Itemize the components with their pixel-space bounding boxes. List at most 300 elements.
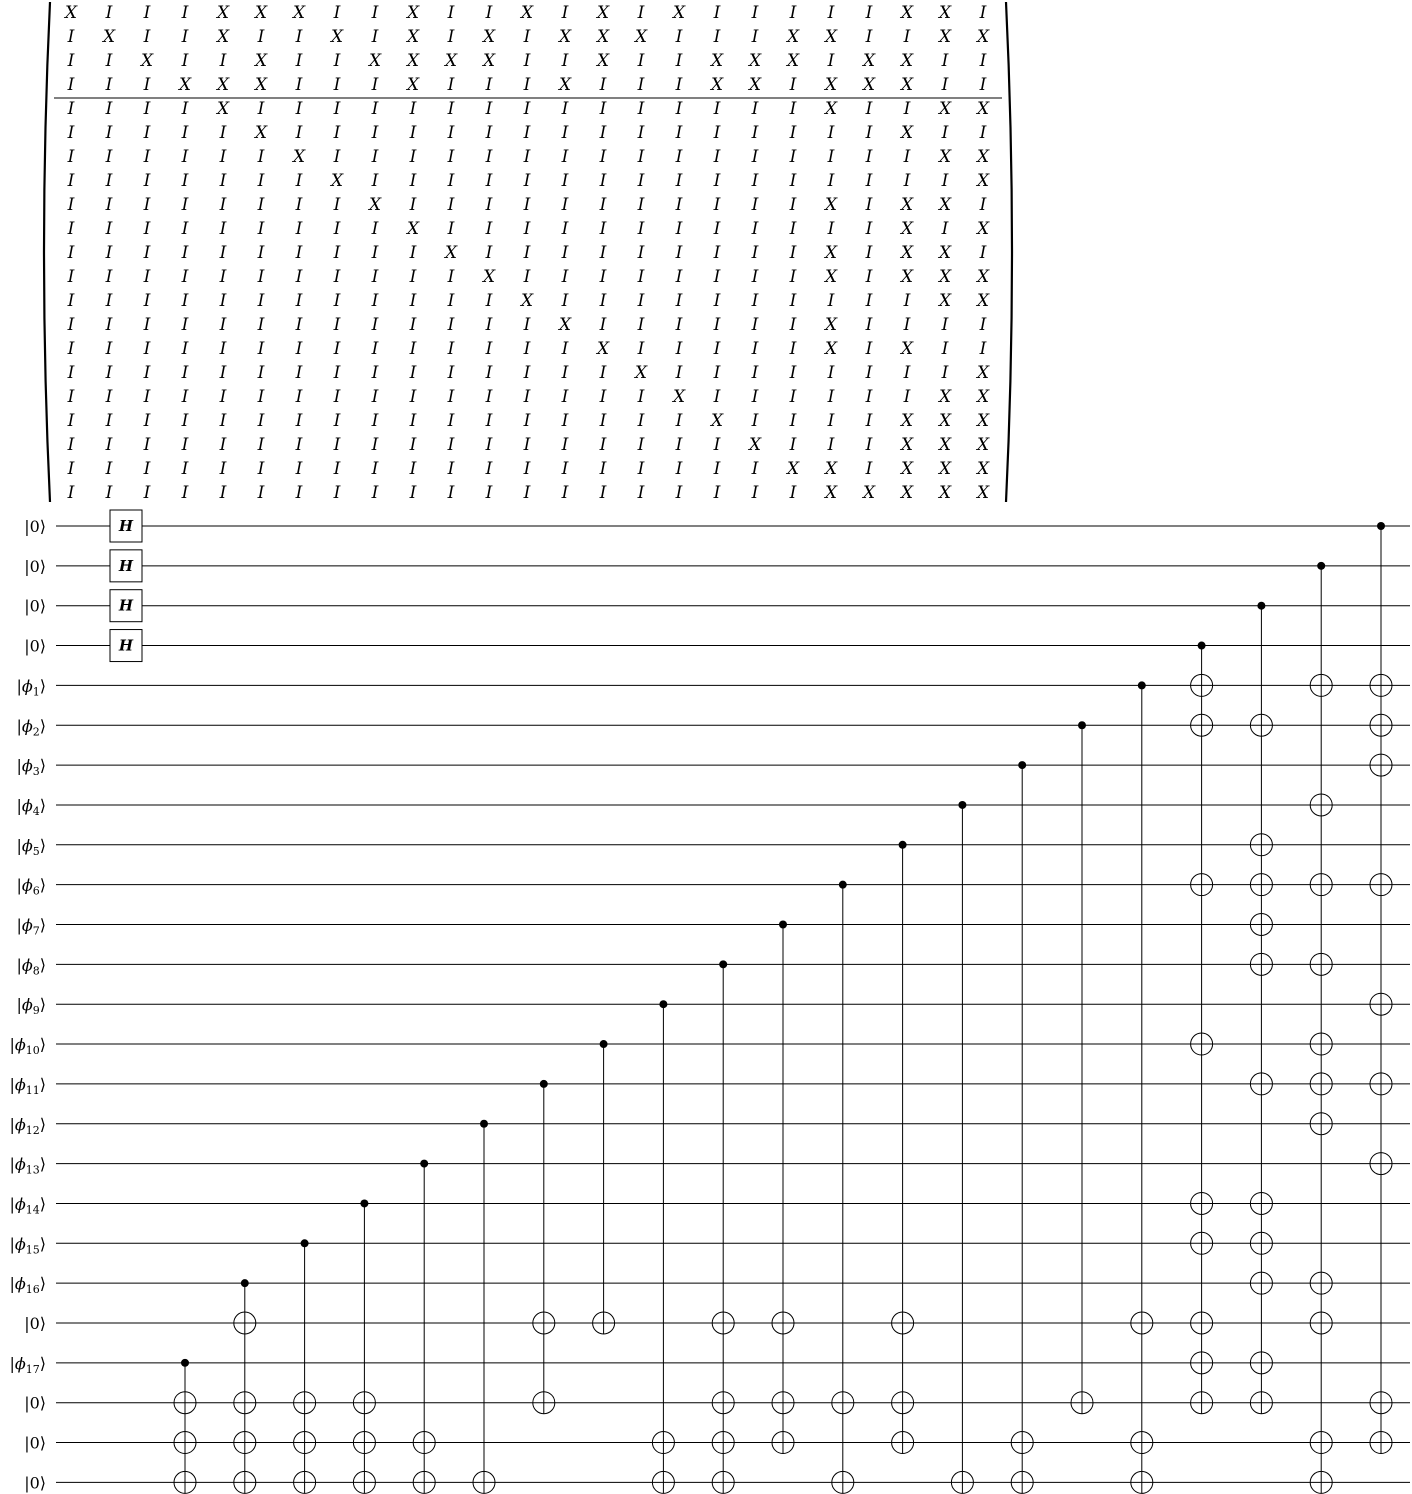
matrix-right-bracket: [1006, 2, 1012, 502]
matrix-cell: I: [941, 315, 949, 335]
target-oplus: [1370, 1073, 1392, 1095]
wire-label: $|\phi_8⟩$: [16, 955, 46, 978]
matrix-cell: I: [713, 435, 721, 455]
matrix-cell: I: [675, 219, 683, 239]
matrix-cell: X: [406, 3, 420, 23]
target-oplus: [1370, 1432, 1392, 1454]
matrix-cell: X: [976, 171, 990, 191]
matrix-cell: I: [903, 315, 911, 335]
matrix-cell: I: [637, 291, 645, 311]
matrix-cell: I: [143, 27, 151, 47]
matrix-cell: I: [523, 459, 531, 479]
matrix-cell: I: [143, 387, 151, 407]
cnot-gate: [1370, 522, 1392, 1454]
matrix-cell: X: [482, 51, 496, 71]
matrix-cell: I: [143, 483, 151, 503]
matrix-cell: I: [447, 3, 455, 23]
matrix-cell: I: [295, 267, 303, 287]
matrix-cell: I: [599, 123, 607, 143]
matrix-cell: I: [827, 363, 835, 383]
matrix-cell: I: [333, 339, 341, 359]
matrix-cell: I: [941, 339, 949, 359]
matrix-cell: X: [748, 435, 762, 455]
matrix-cell: I: [485, 459, 493, 479]
matrix-cell: I: [105, 171, 113, 191]
matrix-cell: I: [333, 291, 341, 311]
matrix-cell: X: [976, 435, 990, 455]
matrix-cell: X: [406, 51, 420, 71]
matrix-cell: I: [523, 363, 531, 383]
matrix-cell: I: [637, 219, 645, 239]
matrix-cell: I: [143, 171, 151, 191]
target-oplus: [1370, 754, 1392, 776]
matrix-cell: I: [789, 219, 797, 239]
matrix-cell: X: [672, 3, 686, 23]
matrix-cell: I: [371, 435, 379, 455]
matrix-cell: X: [900, 411, 914, 431]
matrix-cell: I: [599, 483, 607, 503]
matrix-cell: I: [105, 315, 113, 335]
matrix-cell: X: [406, 75, 420, 95]
matrix-cell: I: [409, 171, 417, 191]
matrix-cell: I: [257, 483, 265, 503]
cnot-gate: [533, 1080, 555, 1414]
matrix-cell: I: [409, 99, 417, 119]
matrix-cell: I: [637, 3, 645, 23]
control-dot: [540, 1080, 548, 1088]
matrix-cell: X: [748, 75, 762, 95]
matrix-cell: I: [143, 147, 151, 167]
matrix-cell: I: [751, 267, 759, 287]
matrix-cell: I: [409, 195, 417, 215]
target-oplus: [1250, 953, 1272, 975]
matrix-cell: X: [900, 75, 914, 95]
matrix-cell: I: [523, 243, 531, 263]
matrix-cell: I: [941, 51, 949, 71]
matrix-cell: X: [862, 75, 876, 95]
matrix-cell: X: [216, 3, 230, 23]
matrix-cell: I: [865, 387, 873, 407]
matrix-cell: I: [333, 435, 341, 455]
matrix-cell: I: [257, 315, 265, 335]
matrix-row: [67, 75, 987, 95]
matrix-cell: I: [67, 339, 75, 359]
matrix-cell: I: [143, 411, 151, 431]
matrix-cell: X: [938, 243, 952, 263]
matrix-cell: I: [713, 267, 721, 287]
matrix-cell: I: [713, 315, 721, 335]
matrix-cell: I: [561, 243, 569, 263]
matrix-cell: I: [485, 75, 493, 95]
matrix-cell: I: [219, 387, 227, 407]
matrix-cell: I: [561, 147, 569, 167]
matrix-cell: X: [596, 51, 610, 71]
matrix-cell: I: [181, 387, 189, 407]
hadamard-gate: [110, 510, 142, 542]
matrix-cell: I: [599, 315, 607, 335]
matrix-cell: I: [447, 219, 455, 239]
matrix-cell: I: [561, 123, 569, 143]
matrix-cell: I: [409, 339, 417, 359]
matrix-row: [67, 147, 990, 167]
matrix-cell: I: [295, 459, 303, 479]
matrix-cell: I: [333, 51, 341, 71]
matrix-cell: X: [976, 483, 990, 503]
matrix-cell: I: [637, 411, 645, 431]
wire-label: $|\phi_6⟩$: [16, 875, 46, 898]
matrix-cell: X: [824, 459, 838, 479]
matrix-cell: I: [181, 483, 189, 503]
matrix-cell: I: [181, 339, 189, 359]
matrix-cell: I: [447, 435, 455, 455]
matrix-cell: I: [523, 75, 531, 95]
matrix-cell: I: [637, 99, 645, 119]
matrix-cell: X: [102, 27, 116, 47]
target-oplus: [1011, 1471, 1033, 1493]
wire-label: |0⟩: [24, 636, 46, 656]
matrix-cell: I: [713, 387, 721, 407]
matrix-cell: I: [257, 171, 265, 191]
target-oplus: [1310, 1272, 1332, 1294]
matrix-cell: I: [675, 171, 683, 191]
matrix-cell: I: [523, 435, 531, 455]
matrix-cell: X: [64, 3, 78, 23]
matrix-cell: I: [599, 147, 607, 167]
matrix-cell: I: [333, 219, 341, 239]
matrix-cell: I: [865, 195, 873, 215]
matrix-cell: X: [368, 51, 382, 71]
matrix-cell: I: [637, 147, 645, 167]
matrix-cell: I: [371, 27, 379, 47]
matrix-cell: I: [637, 171, 645, 191]
matrix-cell: I: [485, 411, 493, 431]
matrix-cell: I: [181, 291, 189, 311]
wire-label: $|\phi_1⟩$: [16, 676, 46, 699]
quantum-circuit: [9, 510, 1410, 1493]
target-oplus: [1370, 1153, 1392, 1175]
wire-label: $|\phi_{12}⟩$: [9, 1114, 46, 1137]
matrix-cell: I: [751, 387, 759, 407]
matrix-cell: I: [789, 291, 797, 311]
cnot-gate: [1071, 721, 1093, 1413]
target-oplus: [1191, 1033, 1213, 1055]
matrix-cell: I: [865, 27, 873, 47]
wire-label: $|\phi_7⟩$: [16, 915, 46, 938]
target-oplus: [772, 1432, 794, 1454]
matrix-cell: I: [713, 195, 721, 215]
matrix-cell: I: [485, 195, 493, 215]
matrix-cell: I: [485, 435, 493, 455]
matrix-cell: I: [865, 459, 873, 479]
matrix-cell: I: [561, 219, 569, 239]
matrix-cell: X: [216, 75, 230, 95]
matrix-cell: I: [371, 387, 379, 407]
cnot-gate: [1131, 681, 1153, 1493]
matrix-cell: I: [827, 219, 835, 239]
target-oplus: [1310, 1432, 1332, 1454]
control-dot: [958, 801, 966, 809]
matrix-cell: I: [599, 387, 607, 407]
matrix-cell: X: [976, 27, 990, 47]
matrix-cell: I: [447, 339, 455, 359]
matrix-cell: I: [447, 171, 455, 191]
matrix-cell: I: [181, 435, 189, 455]
matrix-cell: X: [634, 27, 648, 47]
matrix-cell: I: [67, 363, 75, 383]
matrix-cell: I: [181, 243, 189, 263]
target-oplus: [832, 1471, 854, 1493]
matrix-cell: I: [523, 315, 531, 335]
matrix-cell: I: [827, 123, 835, 143]
matrix-cell: I: [523, 339, 531, 359]
matrix-cell: X: [938, 195, 952, 215]
matrix-cell: I: [599, 267, 607, 287]
matrix-cell: I: [219, 51, 227, 71]
matrix-cell: I: [713, 459, 721, 479]
matrix-left-bracket: [44, 2, 50, 502]
matrix-cell: I: [751, 483, 759, 503]
matrix-cell: I: [371, 147, 379, 167]
matrix-cell: I: [67, 435, 75, 455]
matrix-cell: I: [599, 435, 607, 455]
matrix-cell: I: [865, 219, 873, 239]
cnot-gate: [892, 841, 914, 1454]
matrix-cell: I: [295, 27, 303, 47]
target-oplus: [1370, 1392, 1392, 1414]
control-dot: [899, 841, 907, 849]
matrix-cell: I: [599, 75, 607, 95]
matrix-cell: I: [865, 435, 873, 455]
matrix-cell: I: [219, 123, 227, 143]
matrix-cell: X: [710, 51, 724, 71]
matrix-cell: I: [675, 243, 683, 263]
matrix-cell: I: [181, 363, 189, 383]
matrix-cell: I: [523, 267, 531, 287]
matrix-cell: I: [143, 243, 151, 263]
matrix-cell: I: [143, 267, 151, 287]
target-oplus: [1250, 834, 1272, 856]
matrix-cell: I: [903, 387, 911, 407]
matrix-cell: X: [900, 51, 914, 71]
matrix-cell: X: [824, 483, 838, 503]
matrix-cell: I: [485, 123, 493, 143]
cnot-gate: [1310, 562, 1332, 1494]
matrix-cell: I: [67, 51, 75, 71]
matrix-cell: I: [409, 147, 417, 167]
matrix-cell: I: [257, 267, 265, 287]
matrix-cell: I: [979, 195, 987, 215]
matrix-cell: I: [371, 291, 379, 311]
matrix-cell: X: [976, 291, 990, 311]
matrix-cell: I: [181, 147, 189, 167]
matrix-cell: I: [409, 267, 417, 287]
matrix-cell: I: [561, 459, 569, 479]
matrix-cell: I: [675, 123, 683, 143]
target-oplus: [1131, 1312, 1153, 1334]
matrix-cell: I: [219, 339, 227, 359]
matrix-cell: X: [976, 363, 990, 383]
matrix-cell: I: [181, 123, 189, 143]
cnot-gate: [294, 1239, 316, 1493]
matrix-cell: I: [599, 291, 607, 311]
target-oplus: [174, 1392, 196, 1414]
matrix-cell: I: [295, 339, 303, 359]
matrix-cell: I: [599, 243, 607, 263]
target-oplus: [1250, 1073, 1272, 1095]
matrix-cell: I: [789, 339, 797, 359]
matrix-cell: I: [865, 363, 873, 383]
matrix-cell: I: [599, 171, 607, 191]
matrix-cell: I: [295, 363, 303, 383]
matrix-cell: I: [789, 483, 797, 503]
matrix-cell: X: [558, 27, 572, 47]
matrix-cell: I: [295, 171, 303, 191]
matrix-cell: I: [751, 459, 759, 479]
control-dot: [779, 921, 787, 929]
target-oplus: [1310, 1073, 1332, 1095]
matrix-cell: I: [105, 291, 113, 311]
matrix-cell: I: [523, 195, 531, 215]
matrix-cell: X: [900, 483, 914, 503]
matrix-cell: I: [143, 99, 151, 119]
matrix-cell: I: [713, 363, 721, 383]
matrix-cell: I: [105, 147, 113, 167]
matrix-cell: X: [938, 27, 952, 47]
matrix-cell: X: [178, 75, 192, 95]
matrix-cell: I: [751, 363, 759, 383]
matrix-cell: I: [485, 387, 493, 407]
matrix-cell: I: [713, 243, 721, 263]
matrix-cell: I: [333, 147, 341, 167]
hadamard-gates: [110, 510, 142, 662]
target-oplus: [174, 1432, 196, 1454]
matrix-cell: I: [371, 3, 379, 23]
target-oplus: [772, 1392, 794, 1414]
matrix-cell: I: [105, 483, 113, 503]
matrix-cell: I: [105, 3, 113, 23]
matrix-cell: I: [903, 171, 911, 191]
matrix-cell: I: [181, 51, 189, 71]
cnot-gate: [951, 801, 973, 1493]
matrix-cell: I: [561, 99, 569, 119]
matrix-cell: I: [371, 171, 379, 191]
matrix-cell: I: [751, 291, 759, 311]
control-dot: [181, 1359, 189, 1367]
matrix-cell: I: [371, 267, 379, 287]
matrix-cell: I: [789, 123, 797, 143]
matrix-cell: I: [105, 99, 113, 119]
matrix-cell: I: [827, 411, 835, 431]
matrix-cell: I: [485, 363, 493, 383]
matrix-cell: I: [637, 315, 645, 335]
target-oplus: [1370, 674, 1392, 696]
matrix-cell: I: [447, 459, 455, 479]
target-oplus: [234, 1392, 256, 1414]
matrix-cell: I: [637, 195, 645, 215]
wire-label: $|\phi_{15}⟩$: [9, 1234, 46, 1257]
target-oplus: [832, 1392, 854, 1414]
matrix-cell: I: [181, 27, 189, 47]
matrix-row: [67, 387, 990, 407]
target-oplus: [413, 1471, 435, 1493]
matrix-cell: I: [789, 75, 797, 95]
target-oplus: [174, 1471, 196, 1493]
target-oplus: [1310, 874, 1332, 896]
matrix-cell: I: [979, 51, 987, 71]
matrix-cell: X: [938, 291, 952, 311]
matrix-cell: I: [675, 459, 683, 479]
matrix-cell: I: [675, 483, 683, 503]
matrix-cell: I: [371, 459, 379, 479]
matrix-cell: X: [596, 339, 610, 359]
matrix-cell: I: [713, 147, 721, 167]
target-oplus: [1011, 1432, 1033, 1454]
matrix-cell: I: [257, 99, 265, 119]
matrix-cell: X: [444, 51, 458, 71]
matrix-cell: I: [295, 75, 303, 95]
target-oplus: [234, 1471, 256, 1493]
matrix-cell: I: [295, 243, 303, 263]
matrix-cell: I: [143, 219, 151, 239]
matrix-cell: I: [67, 291, 75, 311]
target-oplus: [1250, 1352, 1272, 1374]
matrix-cell: X: [558, 315, 572, 335]
cnot-gate: [772, 921, 794, 1454]
matrix-cell: I: [637, 483, 645, 503]
matrix-cell: X: [824, 339, 838, 359]
matrix-cell: I: [295, 315, 303, 335]
wire-label: $|\phi_{10}⟩$: [9, 1035, 46, 1058]
matrix-cell: I: [143, 435, 151, 455]
matrix-cell: I: [447, 483, 455, 503]
matrix-cell: I: [219, 219, 227, 239]
matrix-cell: I: [447, 99, 455, 119]
matrix-cell: I: [105, 219, 113, 239]
matrix-cell: I: [409, 315, 417, 335]
matrix-cell: X: [634, 363, 648, 383]
matrix-cell: I: [713, 291, 721, 311]
matrix-cell: I: [941, 363, 949, 383]
matrix-cell: I: [637, 339, 645, 359]
matrix-cell: I: [333, 99, 341, 119]
matrix-cell: I: [219, 435, 227, 455]
matrix-cell: I: [371, 243, 379, 263]
matrix-cell: I: [143, 3, 151, 23]
matrix-cell: I: [485, 315, 493, 335]
matrix-cell: I: [105, 435, 113, 455]
matrix-cell: I: [409, 411, 417, 431]
matrix-cell: X: [254, 51, 268, 71]
matrix-cell: I: [523, 27, 531, 47]
wire-label: |0⟩: [24, 1473, 46, 1493]
matrix-cell: I: [789, 243, 797, 263]
matrix-row: [67, 435, 990, 455]
matrix-cell: I: [257, 27, 265, 47]
matrix-cell: I: [219, 411, 227, 431]
matrix-cell: I: [219, 147, 227, 167]
matrix-cell: I: [485, 291, 493, 311]
matrix-row: [67, 267, 990, 287]
matrix-cell: I: [789, 3, 797, 23]
matrix-cell: I: [865, 171, 873, 191]
matrix-cell: I: [333, 195, 341, 215]
matrix-cell: I: [371, 123, 379, 143]
target-oplus: [1310, 1033, 1332, 1055]
matrix-cell: I: [105, 411, 113, 431]
matrix-row: [67, 51, 987, 71]
target-oplus: [294, 1432, 316, 1454]
hadamard-label: H: [118, 596, 134, 615]
